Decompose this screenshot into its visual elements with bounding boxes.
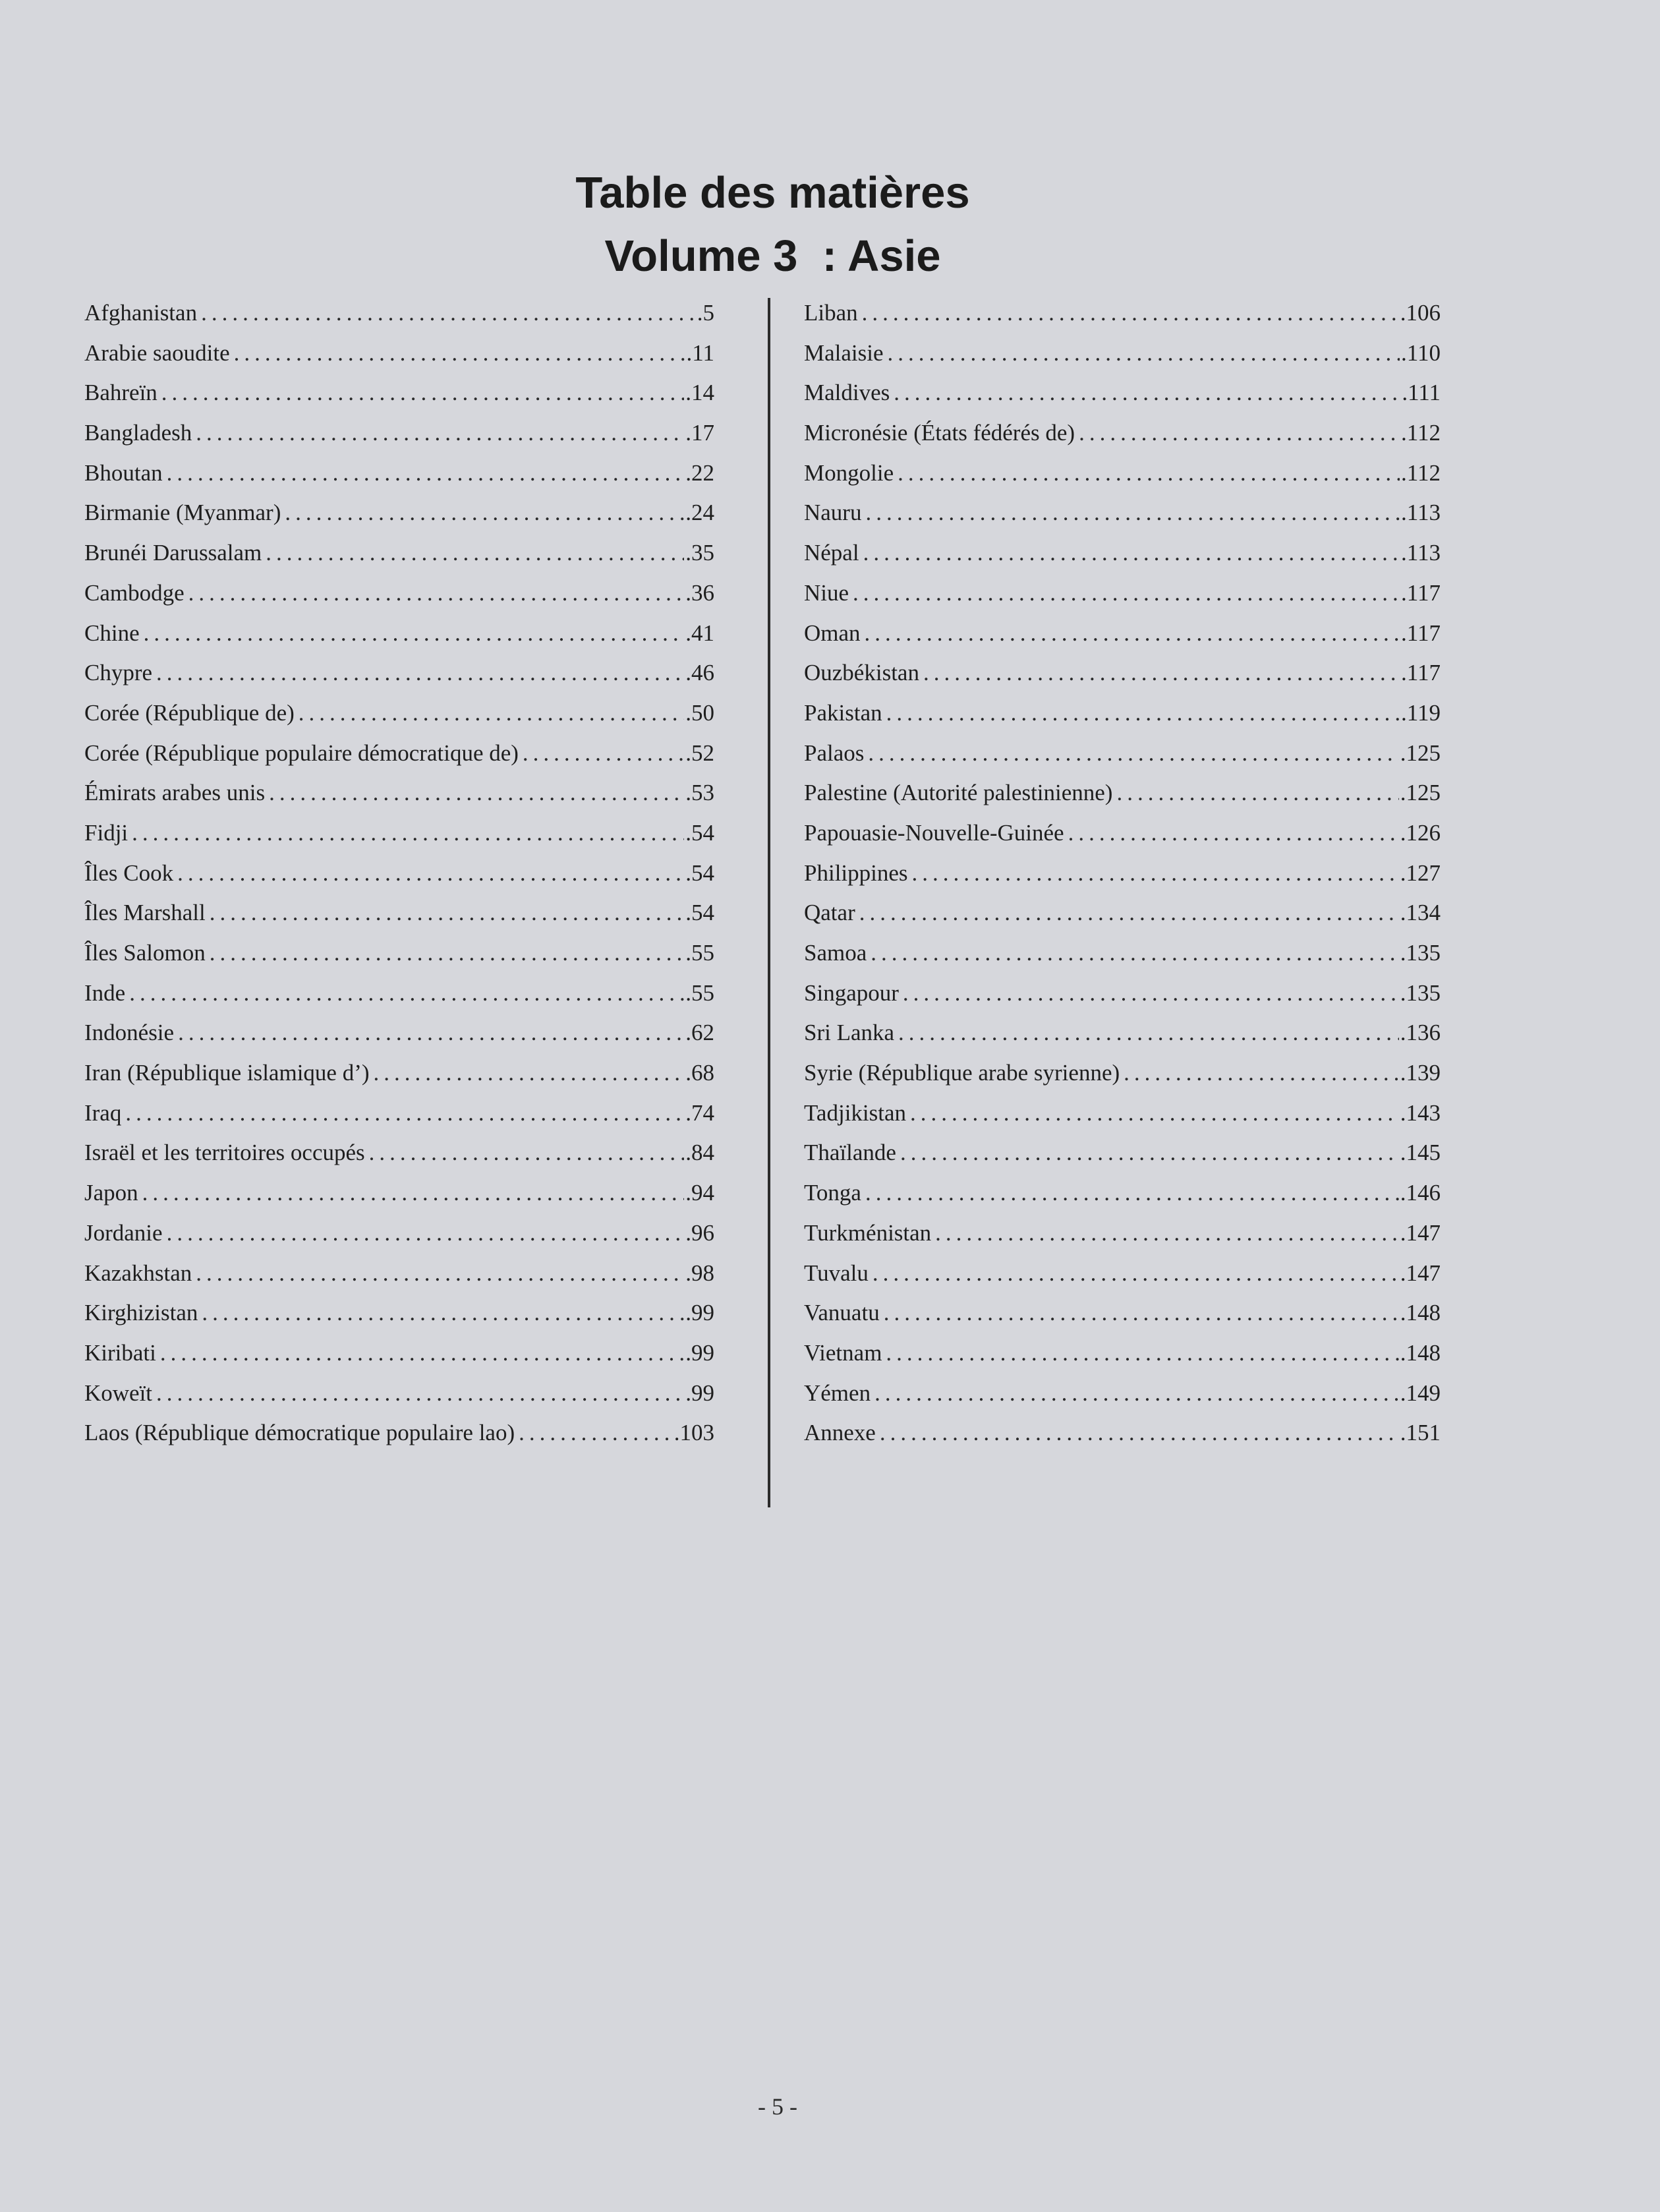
toc-entry-name: Thaïlande [804, 1140, 896, 1166]
toc-entry [84, 493, 714, 533]
dot-leader [1079, 413, 1400, 453]
toc-entry-page: .127 [1400, 859, 1441, 886]
toc-entry-name: Syrie (République arabe syrienne) [804, 1060, 1120, 1086]
toc-entry-page: .99 [685, 1339, 714, 1366]
dot-leader [863, 533, 1400, 573]
toc-entry-page: .99 [685, 1300, 714, 1326]
toc-entry-page: .111 [1402, 380, 1441, 406]
toc-entry-name: Malaisie [804, 339, 884, 366]
dot-leader [161, 373, 684, 413]
toc-entry-name: Palestine (Autorité palestinienne) [804, 780, 1113, 806]
toc-entry-page: .96 [685, 1219, 714, 1246]
dot-leader [177, 854, 684, 894]
toc-entry-page: .24 [685, 500, 714, 526]
toc-entry [804, 893, 1441, 933]
toc-entry-page: .103 [673, 1420, 714, 1446]
toc-entry [84, 693, 714, 734]
toc-entry-name: Micronésie (États fédérés de) [804, 420, 1075, 446]
toc-entry [84, 893, 714, 933]
toc-entry-name: Tonga [804, 1180, 861, 1206]
toc-entry-name: Birmanie (Myanmar) [84, 500, 281, 526]
toc-entry [804, 773, 1441, 813]
toc-entry-name: Singapour [804, 979, 899, 1006]
toc-entry [84, 293, 714, 334]
dot-leader [865, 1173, 1399, 1213]
dot-leader [1124, 1053, 1399, 1093]
toc-entry-page: .147 [1400, 1219, 1441, 1246]
toc-entry-page: .106 [1400, 300, 1441, 326]
toc-entry-name: Fidji [84, 819, 129, 846]
toc-entry-page: .146 [1400, 1180, 1441, 1206]
toc-entry-page: .117 [1401, 660, 1441, 686]
toc-right-column [804, 293, 1441, 1453]
toc-entry-page: .113 [1401, 500, 1441, 526]
toc-entry-name: Kazakhstan [84, 1260, 192, 1286]
toc-entry [804, 1173, 1441, 1213]
page-number: - 5 - [758, 2093, 797, 2120]
toc-entry-name: Laos (République démocratique populaire lao) [84, 1420, 515, 1446]
toc-entry [84, 1293, 714, 1333]
toc-entry [804, 1013, 1441, 1053]
toc-entry-page: .14 [685, 380, 714, 406]
toc-entry-page: .84 [685, 1140, 714, 1166]
toc-entry [84, 1133, 714, 1173]
toc-entry-name: Pakistan [804, 699, 882, 726]
toc-entry-name: Chine [84, 620, 140, 646]
toc-entry-page: .148 [1400, 1300, 1441, 1326]
toc-entry [804, 373, 1441, 413]
dot-leader [196, 1254, 684, 1294]
toc-entry-page: .55 [685, 940, 714, 966]
toc-entry-name: Samoa [804, 940, 867, 966]
toc-entry-page: .22 [685, 459, 714, 486]
toc-entry [84, 614, 714, 654]
dot-leader [912, 854, 1399, 894]
toc-entry [804, 854, 1441, 894]
dot-leader [880, 1413, 1399, 1453]
toc-entry-name: Afghanistan [84, 300, 198, 326]
toc-entry-name: Maldives [804, 380, 890, 406]
toc-entry [84, 1093, 714, 1134]
toc-entry-page: .112 [1401, 459, 1441, 486]
toc-entry [804, 493, 1441, 533]
toc-entry-page: .55 [685, 979, 714, 1006]
toc-entry-name: Inde [84, 979, 126, 1006]
toc-entry-page: .112 [1401, 420, 1441, 446]
toc-entry-page: .151 [1400, 1420, 1441, 1446]
dot-leader [874, 1374, 1399, 1414]
dot-leader [1068, 813, 1399, 854]
toc-entry [84, 1013, 714, 1053]
toc-entry-page: .125 [1400, 780, 1441, 806]
toc-entry-page: .17 [685, 420, 714, 446]
toc-entry [84, 734, 714, 774]
dot-leader [894, 373, 1400, 413]
toc-entry-name: Papouasie-Nouvelle-Guinée [804, 819, 1064, 846]
toc-entry-page: .52 [685, 740, 714, 766]
toc-entry-name: Qatar [804, 900, 855, 926]
toc-entry [804, 293, 1441, 334]
dot-leader [210, 933, 685, 974]
dot-leader [862, 293, 1399, 334]
toc-entry-name: Ouzbékistan [804, 660, 919, 686]
toc-entry-page: .117 [1401, 620, 1441, 646]
column-divider [768, 298, 770, 1507]
dot-leader [129, 974, 684, 1014]
toc-entry [804, 1053, 1441, 1093]
dot-leader [269, 773, 684, 813]
toc-entry-name: Bhoutan [84, 459, 163, 486]
toc-entry [804, 693, 1441, 734]
toc-entry [84, 413, 714, 453]
toc-entry [84, 1173, 714, 1213]
toc-entry-page: .139 [1400, 1060, 1441, 1086]
toc-entry-page: .54 [685, 819, 714, 846]
dot-leader [898, 1013, 1399, 1053]
toc-entry-page: .68 [685, 1060, 714, 1086]
dot-leader [188, 573, 685, 614]
dot-leader [865, 493, 1400, 533]
toc-entry-page: .145 [1400, 1140, 1441, 1166]
toc-entry-page: .135 [1400, 940, 1441, 966]
toc-entry-name: Kirghizistan [84, 1300, 198, 1326]
toc-entry [84, 653, 714, 693]
toc-entry-page: .110 [1401, 339, 1441, 366]
toc-entry-name: Oman [804, 620, 861, 646]
toc-entry [84, 334, 714, 374]
toc-entry-page: .41 [685, 620, 714, 646]
toc-entry-page: .5 [697, 300, 714, 326]
dot-leader [1116, 773, 1398, 813]
toc-entry [804, 453, 1441, 494]
toc-entry-page: .119 [1401, 699, 1441, 726]
dot-leader [201, 293, 696, 334]
toc-entry [84, 854, 714, 894]
dot-leader [285, 493, 684, 533]
dot-leader [369, 1133, 685, 1173]
dot-leader [898, 453, 1400, 494]
toc-entry-name: Mongolie [804, 459, 894, 486]
toc-entry-name: Niue [804, 579, 849, 606]
toc-entry-name: Émirats arabes unis [84, 780, 266, 806]
toc-entry [84, 974, 714, 1014]
toc-entry [84, 1333, 714, 1374]
toc-entry-name: Vietnam [804, 1339, 882, 1366]
toc-entry [804, 1413, 1441, 1453]
toc-entry [84, 453, 714, 494]
toc-entry-name: Kiribati [84, 1339, 156, 1366]
toc-entry [804, 734, 1441, 774]
dot-leader [178, 1013, 684, 1053]
dot-leader [299, 693, 684, 734]
toc-entry-name: Japon [84, 1180, 138, 1206]
toc-entry-page: .134 [1400, 900, 1441, 926]
dot-leader [202, 1293, 684, 1333]
dot-leader [144, 614, 685, 654]
toc-entry [804, 974, 1441, 1014]
toc-entry-name: Îles Marshall [84, 900, 206, 926]
dot-leader [167, 1213, 685, 1254]
toc-entry-name: Îles Cook [84, 859, 174, 886]
toc-entry-name: Brunéi Darussalam [84, 540, 262, 566]
toc-entry-page: .35 [685, 540, 714, 566]
toc-entry [84, 1053, 714, 1093]
toc-entry-name: Sri Lanka [804, 1020, 895, 1046]
dot-leader [266, 533, 684, 573]
toc-entry [804, 933, 1441, 974]
toc-entry [804, 413, 1441, 453]
toc-entry-page: .11 [686, 339, 714, 366]
toc-entry [804, 1254, 1441, 1294]
dot-leader [923, 653, 1400, 693]
dot-leader [160, 1333, 684, 1374]
dot-leader [873, 1254, 1399, 1294]
toc-entry-page: .125 [1400, 740, 1441, 766]
dot-leader [156, 653, 684, 693]
dot-leader [142, 1173, 685, 1213]
toc-entry-page: .46 [685, 660, 714, 686]
toc-entry-name: Palaos [804, 740, 865, 766]
dot-leader [125, 1093, 684, 1134]
toc-entry-page: .62 [685, 1020, 714, 1046]
toc-entry [84, 933, 714, 974]
dot-leader [523, 734, 684, 774]
toc-entry-name: Arabie saoudite [84, 339, 230, 366]
toc-entry-name: Nauru [804, 500, 862, 526]
toc-entry [84, 773, 714, 813]
toc-entry-name: Iraq [84, 1099, 122, 1126]
toc-entry [804, 573, 1441, 614]
dot-leader [871, 933, 1398, 974]
toc-entry-name: Israël et les territoires occupés [84, 1140, 365, 1166]
toc-entry [804, 653, 1441, 693]
toc-entry-page: .50 [685, 699, 714, 726]
dot-leader [886, 693, 1400, 734]
toc-entry-page: .117 [1401, 579, 1441, 606]
toc-entry [804, 533, 1441, 573]
toc-entry [84, 813, 714, 854]
toc-entry [84, 1374, 714, 1414]
toc-entry [84, 533, 714, 573]
toc-entry [84, 573, 714, 614]
dot-leader [910, 1093, 1399, 1134]
dot-leader [132, 813, 684, 854]
toc-entry-page: .126 [1400, 819, 1441, 846]
toc-entry-name: Tuvalu [804, 1260, 869, 1286]
dot-leader [886, 1333, 1398, 1374]
dot-leader [210, 893, 685, 933]
dot-leader [900, 1133, 1399, 1173]
toc-entry-name: Corée (République de) [84, 699, 295, 726]
toc-entry-name: Liban [804, 300, 858, 326]
toc-entry-name: Tadjikistan [804, 1099, 907, 1126]
toc-entry-page: .147 [1400, 1260, 1441, 1286]
toc-entry [84, 1413, 714, 1453]
dot-leader [868, 734, 1398, 774]
toc-entry-name: Cambodge [84, 579, 185, 606]
toc-entry [804, 813, 1441, 854]
toc-entry-name: Iran (République islamique d’) [84, 1060, 370, 1086]
dot-leader [853, 573, 1400, 614]
dot-leader [884, 1293, 1399, 1333]
toc-entry-page: .143 [1400, 1099, 1441, 1126]
toc-entry-name: Vanuatu [804, 1300, 880, 1326]
toc-entry-page: .54 [685, 859, 714, 886]
toc-entry-name: Népal [804, 540, 859, 566]
toc-entry [84, 1254, 714, 1294]
toc-entry [804, 614, 1441, 654]
toc-entry-page: .136 [1400, 1020, 1441, 1046]
toc-entry-page: .74 [685, 1099, 714, 1126]
dot-leader [196, 413, 684, 453]
toc-entry-name: Bangladesh [84, 420, 192, 446]
toc-entry-name: Jordanie [84, 1219, 163, 1246]
toc-entry [804, 334, 1441, 374]
toc-entry [84, 1213, 714, 1254]
toc-entry-name: Indonésie [84, 1020, 175, 1046]
toc-entry-name: Yémen [804, 1380, 871, 1406]
toc-entry [804, 1213, 1441, 1254]
toc-entry-page: .149 [1400, 1380, 1441, 1406]
toc-left-column [84, 293, 714, 1453]
toc-entry [804, 1093, 1441, 1134]
dot-leader [935, 1213, 1399, 1254]
toc-entry-name: Corée (République populaire démocratique de) [84, 740, 519, 766]
toc-entry-page: .148 [1400, 1339, 1441, 1366]
toc-entry-name: Chypre [84, 660, 153, 686]
dot-leader [888, 334, 1400, 374]
toc-entry-page: .53 [685, 780, 714, 806]
dot-leader [865, 614, 1400, 654]
toc-entry [804, 1293, 1441, 1333]
toc-entry [804, 1133, 1441, 1173]
dot-leader [859, 893, 1399, 933]
toc-entry-name: Îles Salomon [84, 940, 206, 966]
toc-entry [804, 1333, 1441, 1374]
dot-leader [903, 974, 1399, 1014]
toc-entry-page: .94 [685, 1180, 714, 1206]
dot-leader [156, 1374, 684, 1414]
toc-entry-name: Turkménistan [804, 1219, 932, 1246]
toc-entry-page: .36 [685, 579, 714, 606]
dot-leader [519, 1413, 673, 1453]
toc-entry [84, 373, 714, 413]
page-title: Table des matières Volume 3 : Asie [575, 168, 970, 281]
toc-entry-page: .54 [685, 900, 714, 926]
toc-entry-page: .113 [1401, 540, 1441, 566]
toc-entry-name: Philippines [804, 859, 908, 886]
toc-entry [804, 1374, 1441, 1414]
toc-entry-page: .135 [1400, 979, 1441, 1006]
toc-entry-page: .98 [685, 1260, 714, 1286]
toc-entry-name: Bahreïn [84, 380, 157, 406]
dot-leader [167, 453, 685, 494]
toc-entry-name: Koweït [84, 1380, 153, 1406]
toc-entry-page: .99 [685, 1380, 714, 1406]
dot-leader [234, 334, 685, 374]
dot-leader [374, 1053, 685, 1093]
toc-entry-name: Annexe [804, 1420, 876, 1446]
